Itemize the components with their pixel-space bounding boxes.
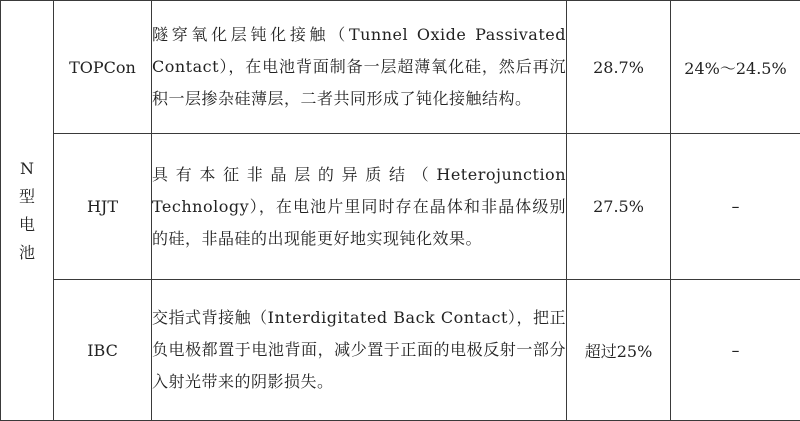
technology-description: 具有本征非晶层的异质结（Heterojunction Technology），在电池片里同时存在晶体和非晶体级别的硅，非晶硅的出现能更好地实现钝化效果。	[152, 134, 567, 280]
technology-name: IBC	[54, 280, 152, 421]
n-type-cell-label	[1, 1, 54, 421]
technology-name: TOPCon	[54, 1, 152, 134]
technology-name: HJT	[54, 134, 152, 280]
group-char: N	[1, 155, 53, 183]
table-row	[1, 1, 800, 134]
technology-description: 隧穿氧化层钝化接触（Tunnel Oxide Passivated Contact），在电池背面制备一层超薄氧化硅，然后再沉积一层掺杂硅薄层，二者共同形成了钝化接触结构。	[152, 1, 567, 134]
mass-production-efficiency: –	[671, 134, 800, 280]
mass-production-efficiency: 24%～24.5%	[671, 1, 800, 134]
group-char: 型	[1, 183, 53, 211]
lab-efficiency: 超过25%	[567, 280, 671, 421]
lab-efficiency: 28.7%	[567, 1, 671, 134]
table-row	[1, 280, 800, 421]
group-char: 电	[1, 211, 53, 239]
group-char: 池	[1, 239, 53, 267]
lab-efficiency: 27.5%	[567, 134, 671, 280]
mass-production-efficiency: –	[671, 280, 800, 421]
table-row	[1, 134, 800, 280]
technology-description: 交指式背接触（Interdigitated Back Contact），把正负电极都置于电池背面，减少置于正面的电极反射一部分入射光带来的阴影损失。	[152, 280, 567, 421]
